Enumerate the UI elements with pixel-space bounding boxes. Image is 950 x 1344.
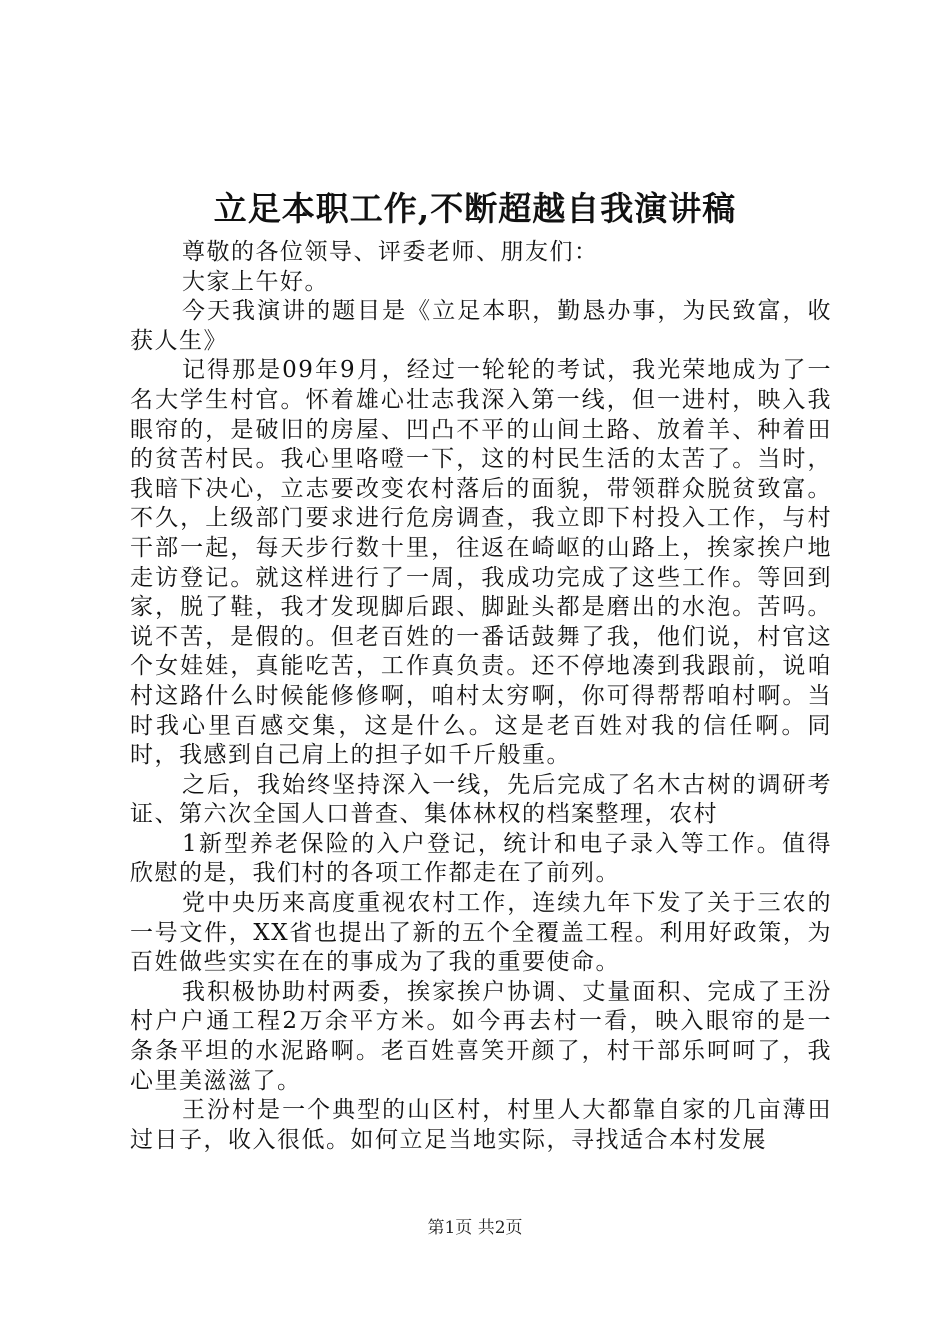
paragraph-topic: 今天我演讲的题目是《立足本职，勤恳办事，为民致富，收获人生》 <box>130 298 832 354</box>
paragraph: 我积极协助村两委，挨家挨户协调、丈量面积、完成了王汾村户户通工程2万余平方米。如今再去村一看，映入眼帘的是一条条平坦的水泥路啊。老百姓喜笑开颜了，村干部乐呵呵了，我心里美滋滋了。 <box>130 978 832 1094</box>
paragraph: 之后，我始终坚持深入一线，先后完成了名木古树的调研考证、第六次全国人口普查、集体林权的档案整理，农村 <box>130 771 832 828</box>
paragraph-salutation: 尊敬的各位领导、评委老师、朋友们： <box>182 239 599 265</box>
paragraph-greeting: 大家上午好。 <box>182 268 329 295</box>
paragraph: 王汾村是一个典型的山区村，村里人大都靠自家的几亩薄田过日子，收入很低。如何立足当地实际，寻找适合本村发展 <box>130 1097 832 1153</box>
paragraph: 记得那是09年9月，经过一轮轮的考试，我光荣地成为了一名大学生村官。怀着雄心壮志我深入第一线，但一进村，映入我眼帘的，是破旧的房屋、凹凸不平的山间土路、放着羊、种着田的贫苦村民。我心里咯噔一下，这的村民生活的太苦了。当时，我暗下决心，立志要改变农村落后的面貌，带领群众脱贫致富。不久，上级部门要求进行危房调查，我立即下村投入工作，与村干部一起，每天步行数十里，往返在崎岖的山路上，挨家挨户地走访登记。就这样进行了一周，我成功完成了这些工作。等回到家，脱了鞋，我才发现脚后跟、脚趾头都是磨出的水泡。苦吗。说不苦，是假的。但老百姓的一番话鼓舞了我，他们说，村官这个女娃娃，真能吃苦，工作真负责。还不停地凑到我跟前，说咱村这路什么时候能修修啊，咱村太穷啊，你可得帮帮咱村啊。当时我心里百感交集，这是什么。这是老百姓对我的信任啊。同时，我感到自己肩上的担子如千斤般重。 <box>130 357 832 769</box>
document-title: 立足本职工作,不断超越自我演讲稿 <box>213 189 737 228</box>
paragraph: 党中央历来高度重视农村工作，连续九年下发了关于三农的一号文件，XX省也提出了新的五个全覆盖工程。利用好政策，为百姓做些实实在在的事成为了我的重要使命。 <box>130 890 832 976</box>
page-number: 第1页 共2页 <box>427 1218 523 1238</box>
paragraph: 1新型养老保险的入户登记，统计和电子录入等工作。值得欣慰的是，我们村的各项工作都走在了前列。 <box>130 830 832 887</box>
document-body <box>130 238 832 1155</box>
